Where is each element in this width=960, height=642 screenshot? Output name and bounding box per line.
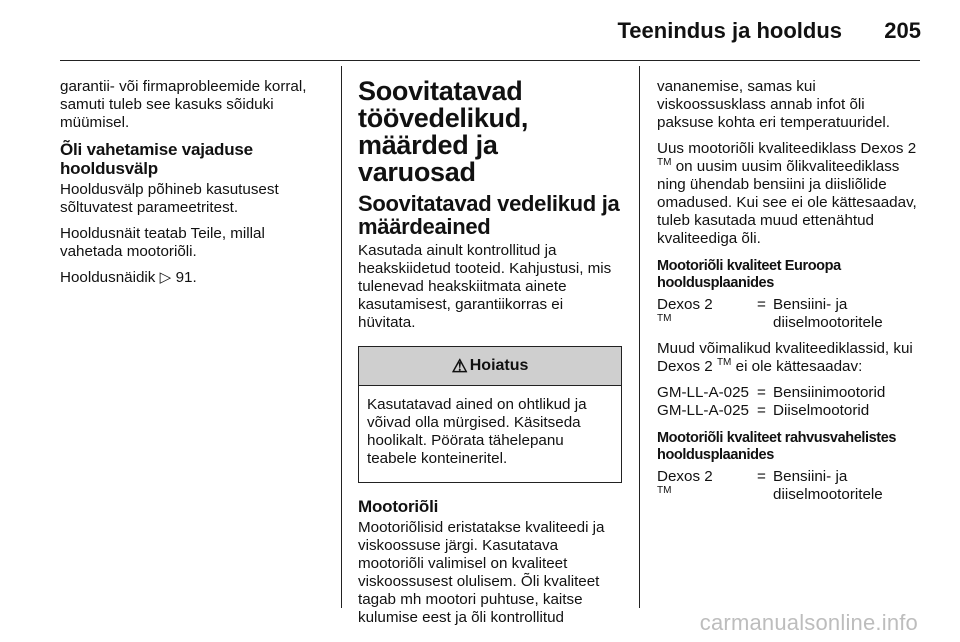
reference-text: Hooldusnäidik bbox=[60, 269, 156, 286]
warning-label: Hoiatus bbox=[469, 357, 529, 374]
spec-equals: = bbox=[757, 468, 766, 485]
reference-page-link[interactable]: 91. bbox=[175, 269, 197, 286]
text-part: Muud võimalikud kvaliteediklassid, kui Dexos 2 bbox=[657, 340, 913, 375]
watermark: carmanualsonline.info bbox=[699, 610, 918, 635]
warning-body bbox=[359, 386, 621, 482]
column-1 bbox=[60, 78, 328, 295]
header-divider bbox=[60, 60, 920, 61]
chapter-title: Soovitatavad töövedelikud, määrded ja varuosad bbox=[358, 76, 529, 187]
spec-name: Dexos 2 ™ bbox=[657, 296, 713, 324]
paragraph: Mootoriõlisid eristatakse kvaliteedi ja viskoossuse järgi. Kasutatava mootoriõli valimisel on kvaliteet viskoossusest olulisem. Õli kvaliteet tagab mh mootori puhtuse, kaitse kulumise eest ja õli kontrollitud bbox=[358, 519, 605, 626]
spec-equals: = bbox=[757, 384, 766, 401]
section-title: Soovitatavad vedelikud ja määrdeained bbox=[358, 191, 620, 239]
column-divider-1 bbox=[341, 66, 342, 608]
paragraph: Hooldusvälp põhineb kasutusest sõltuvatest parameetritest. bbox=[60, 181, 279, 216]
text-part: on uusim uusim õlikvaliteediklass ning ühendab bensiini ja diisliõlide omadused. Kui see ei ole kättesaadav, tuleb kasutada muud ettenähtud kvaliteediga õli. bbox=[657, 158, 917, 247]
paragraph: vananemise, samas kui viskoossusklass annab infot õli paksuse kohta eri temperatuuridel. bbox=[657, 78, 891, 131]
paragraph-dexos bbox=[657, 140, 925, 248]
trademark: TM bbox=[716, 356, 732, 368]
paragraph: Kasutada ainult kontrollitud ja heakskiidetud tooteid. Kahjustusi, mis tulenevad heakskiitmata ainete kasutamisest, garantiikorras ei hüvitata. bbox=[358, 242, 612, 331]
section-heading-engine-oil: Mootoriõli bbox=[358, 497, 439, 516]
page-number: 205 bbox=[884, 18, 921, 43]
spec-row bbox=[657, 296, 925, 332]
spec-name: GM-LL-A-025 bbox=[657, 402, 750, 419]
header-title: Teenindus ja hooldus bbox=[617, 18, 842, 43]
trademark: TM bbox=[657, 156, 672, 168]
spec-name: GM-LL-A-025 bbox=[657, 384, 750, 401]
text-part: ei ole kättesaadav: bbox=[735, 358, 863, 375]
spec-value: Diiselmootorid bbox=[773, 402, 870, 419]
spec-equals: = bbox=[757, 402, 766, 419]
spec-row bbox=[657, 384, 925, 402]
column-divider-2 bbox=[639, 66, 640, 608]
text-part: Uus mootoriõli kvaliteediklass Dexos 2 bbox=[657, 140, 917, 157]
page-header bbox=[0, 0, 960, 62]
warning-triangle-icon: ⚠ bbox=[451, 355, 468, 376]
warning-box bbox=[358, 346, 622, 483]
spec-value: Bensiini- ja diiselmootoritele bbox=[773, 296, 883, 331]
spec-value: Bensiinimootorid bbox=[773, 384, 886, 401]
column-2 bbox=[358, 78, 622, 635]
subheading-international: Mootoriõli kvaliteet rahvusvahelistes hooldusplaanides bbox=[657, 430, 897, 463]
spec-equals: = bbox=[757, 296, 766, 313]
spec-name: Dexos 2 ™ bbox=[657, 468, 713, 496]
page-reference-arrow-icon: ▷ bbox=[159, 269, 172, 286]
column-3 bbox=[657, 78, 925, 512]
service-display-reference bbox=[60, 269, 328, 287]
spec-row bbox=[657, 402, 925, 420]
warning-header bbox=[359, 347, 621, 386]
paragraph-alternatives bbox=[657, 340, 925, 376]
subheading-europe: Mootoriõli kvaliteet Euroopa hooldusplaanides bbox=[657, 258, 841, 291]
spec-value: Bensiini- ja diiselmootoritele bbox=[773, 468, 883, 503]
spec-row bbox=[657, 468, 925, 504]
warning-text: Kasutatavad ained on ohtlikud ja võivad olla mürgised. Käsitseda hoolikalt. Pöörata tähelepanu teabele konteineritel. bbox=[367, 396, 587, 467]
intro-paragraph: garantii- või firmaprobleemide korral, samuti tuleb see kasuks sõiduki müümisel. bbox=[60, 78, 307, 131]
section-heading-oil-interval: Õli vahetamise vajaduse hooldusvälp bbox=[60, 140, 253, 178]
paragraph: Hooldusnäit teatab Teile, millal vahetada mootoriõli. bbox=[60, 225, 265, 260]
